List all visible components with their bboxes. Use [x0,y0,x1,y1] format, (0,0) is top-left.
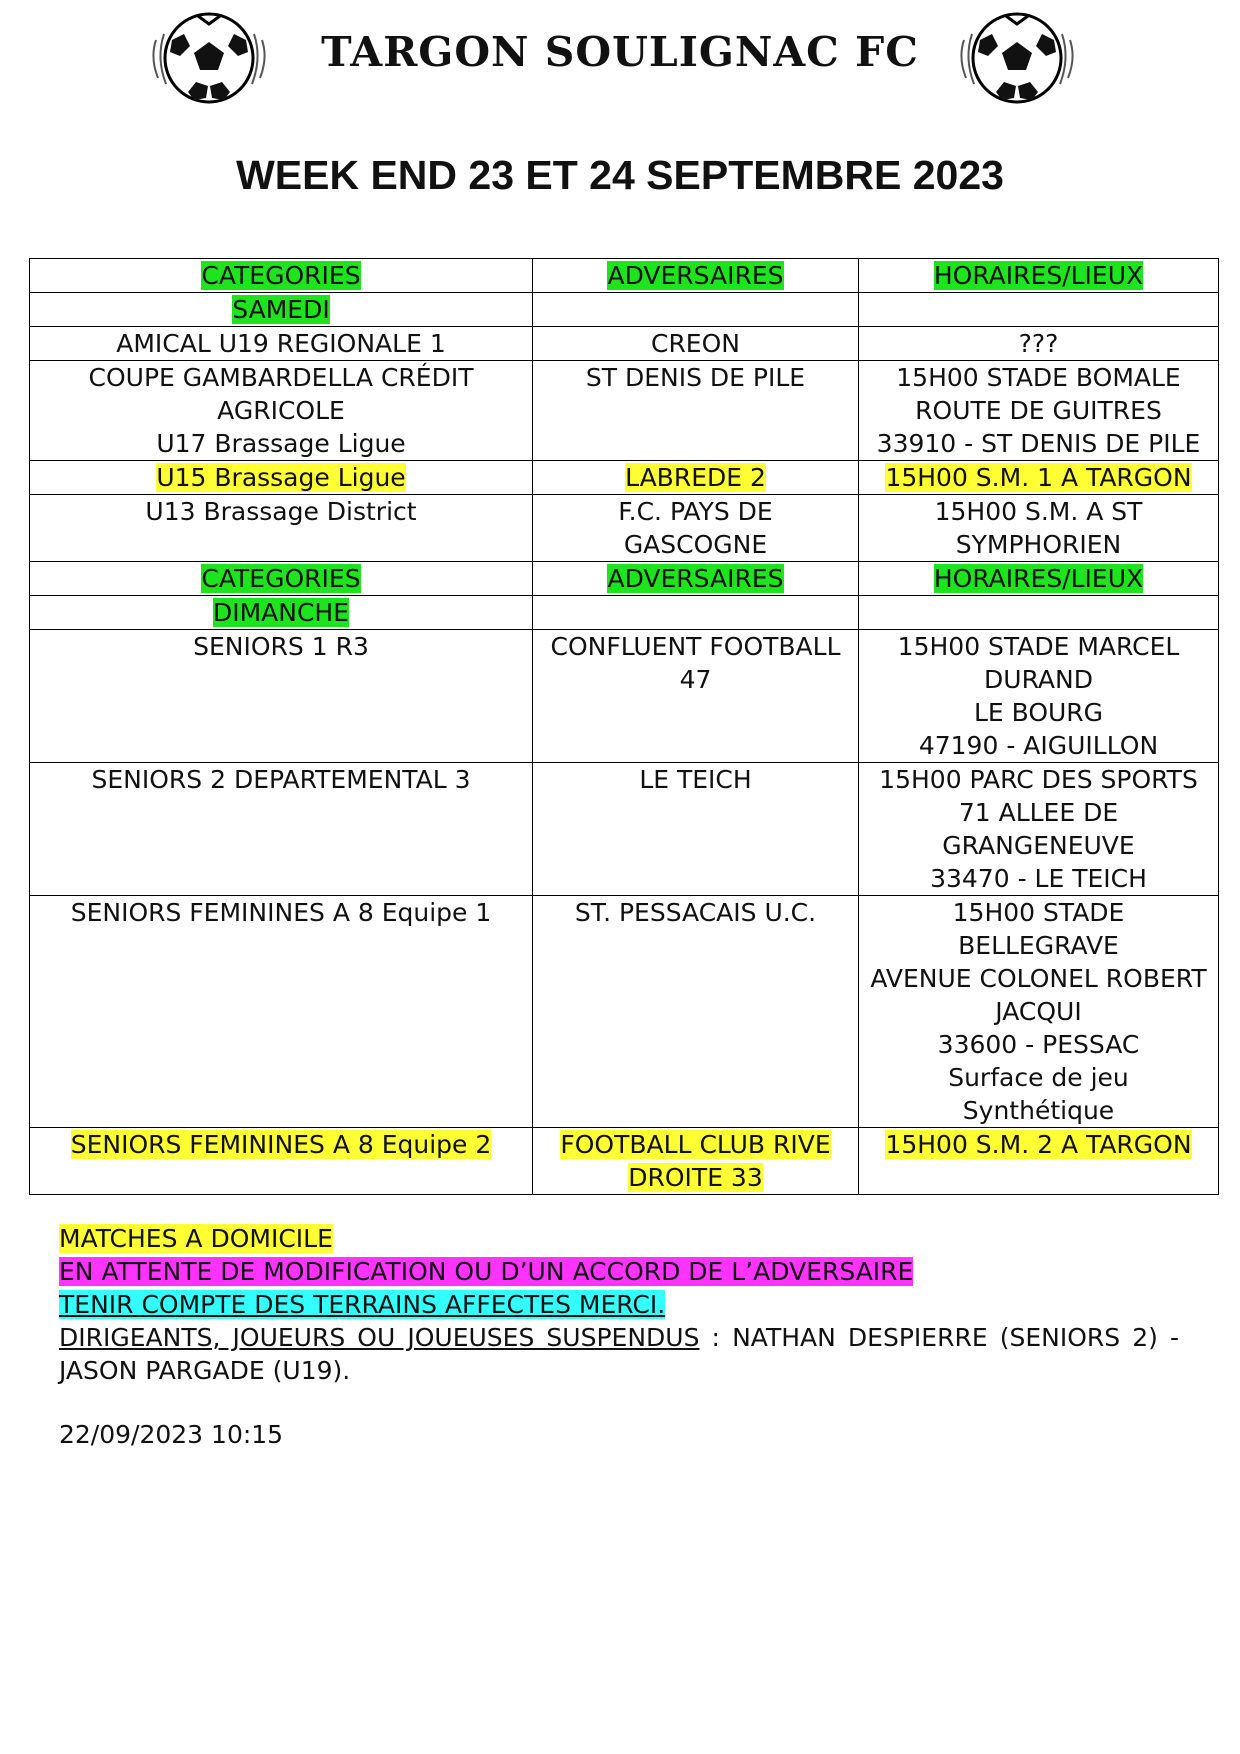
legend-fields: TENIR COMPTE DES TERRAINS AFFECTES MERCI. [59,1290,666,1319]
column-header-row [30,259,1219,293]
schedule-cell: 15H00 S.M. 2 A TARGON [859,1128,1219,1195]
match-row-home [30,1128,1219,1195]
day-label: SAMEDI [232,295,330,324]
match-row [30,495,1219,562]
day-row-sunday [30,596,1219,630]
opponent-cell: LE TEICH [533,763,859,896]
legend-notes [59,1222,1179,1387]
timestamp: 22/09/2023 10:15 [59,1420,284,1449]
schedule-cell: 15H00 STADE BOMALE ROUTE DE GUITRES 33910 - ST DENIS DE PILE [859,361,1219,461]
opponent-cell: ST DENIS DE PILE [533,361,859,461]
header-cell-categories: CATEGORIES [30,562,533,596]
schedule-cell: ??? [859,327,1219,361]
opponent-cell: F.C. PAYS DE GASCOGNE [533,495,859,562]
schedule-cell: 15H00 STADE MARCEL DURAND LE BOURG 47190 - AIGUILLON [859,630,1219,763]
legend-home-matches: MATCHES A DOMICILE [59,1224,333,1253]
suspended-players: DIRIGEANTS, JOUEURS OU JOUEUSES SUSPENDUS : NATHAN DESPIERRE (SENIORS 2) - JASON PARGADE (U19). [59,1323,1179,1385]
header-cell-horaires: HORAIRES/LIEUX [859,259,1219,293]
opponent-cell: CREON [533,327,859,361]
header-cell-adversaires: ADVERSAIRES [533,562,859,596]
club-name: TARGON SOULIGNAC FC [321,28,919,76]
schedule-cell: 15H00 S.M. A ST SYMPHORIEN [859,495,1219,562]
match-row [30,630,1219,763]
match-row-home [30,461,1219,495]
legend-pending: EN ATTENTE DE MODIFICATION OU D’UN ACCORD DE L’ADVERSAIRE [59,1257,914,1286]
header-cell-adversaires: ADVERSAIRES [533,259,859,293]
match-row [30,327,1219,361]
match-row [30,361,1219,461]
header-cell-categories: CATEGORIES [30,259,533,293]
schedule-cell: 15H00 S.M. 1 A TARGON [859,461,1219,495]
schedule-cell: 15H00 PARC DES SPORTS 71 ALLEE DE GRANGENEUVE 33470 - LE TEICH [859,763,1219,896]
match-row [30,896,1219,1128]
category-cell: U15 Brassage Ligue [30,461,533,495]
header-cell-horaires: HORAIRES/LIEUX [859,562,1219,596]
weekend-title: WEEK END 23 ET 24 SEPTEMBRE 2023 [236,152,1004,198]
opponent-cell: ST. PESSACAIS U.C. [533,896,859,1128]
column-header-row [30,562,1219,596]
match-row [30,763,1219,896]
category-cell: SENIORS FEMININES A 8 Equipe 2 [30,1128,533,1195]
category-cell: SENIORS 2 DEPARTEMENTAL 3 [30,763,533,896]
category-cell: SENIORS 1 R3 [30,630,533,763]
opponent-cell: CONFLUENT FOOTBALL 47 [533,630,859,763]
category-cell: COUPE GAMBARDELLA CRÉDIT AGRICOLE U17 Brassage Ligue [30,361,533,461]
category-cell: U13 Brassage District [30,495,533,562]
opponent-cell: LABREDE 2 [533,461,859,495]
day-label: DIMANCHE [212,598,350,627]
opponent-cell: FOOTBALL CLUB RIVE DROITE 33 [533,1128,859,1195]
category-cell: SENIORS FEMININES A 8 Equipe 1 [30,896,533,1128]
suspended-names: NATHAN DESPIERRE (SENIORS 2) - JASON PARGADE (U19). [59,1323,1179,1385]
suspended-label: DIRIGEANTS, JOUEURS OU JOUEUSES SUSPENDUS [59,1323,700,1352]
day-row-saturday [30,293,1219,327]
category-cell: AMICAL U19 REGIONALE 1 [30,327,533,361]
schedule-cell: 15H00 STADE BELLEGRAVE AVENUE COLONEL ROBERT JACQUI 33600 - PESSAC Surface de jeu Synthétique [859,896,1219,1128]
match-schedule-table [29,258,1219,1195]
